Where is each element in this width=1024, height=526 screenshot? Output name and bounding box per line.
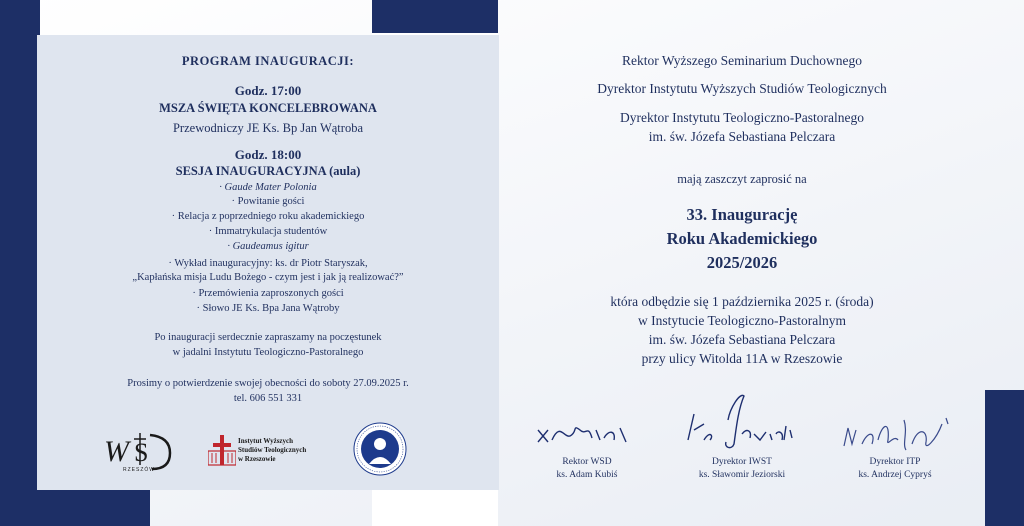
svg-text:S: S	[134, 438, 149, 467]
navy-block-right	[985, 390, 1024, 526]
rsvp-note: Prosimy o potwierdzenie swojej obecności do soboty 27.09.2025 r.	[127, 378, 409, 389]
program-item: „Kapłańska misja Ludu Bożego - czym jest i jak ją realizować?”	[132, 272, 404, 283]
event-venue: w Instytucie Teologiczno-Pastoralnym	[637, 313, 846, 328]
program-item: · Immatrykulacja studentów	[208, 226, 328, 237]
host-rector: Rektor Wyższego Seminarium Duchownego	[621, 53, 862, 68]
signatory-rector	[512, 456, 662, 482]
wsd-logo-sub: RZESZÓW	[123, 467, 155, 473]
navy-block-bottom	[0, 490, 150, 526]
signatory-iwst	[667, 456, 817, 482]
itp-seal-logo	[353, 422, 407, 476]
iwst-line: w Rzeszowie	[238, 455, 276, 463]
event-year: 2025/2026	[706, 253, 778, 272]
program-item: · Wykład inauguracyjny: ks. dr Piotr Staryszak,	[168, 258, 368, 269]
signatory-name: ks. Andrzej Cypryś	[858, 470, 932, 480]
reception-note: Po inauguracji serdecznie zapraszamy na poczęstunek	[154, 332, 382, 343]
host-itp: Dyrektor Instytutu Teologiczno-Pastoralnego	[619, 110, 864, 125]
event-session: SESJA INAUGURACYJNA (aula)	[175, 164, 361, 178]
program-item: · Relacja z poprzedniego roku akademickiego	[171, 211, 365, 222]
signatory-role: Rektor WSD	[562, 457, 612, 467]
time-mass: Godz. 17:00	[234, 83, 302, 98]
program-item: · Gaude Mater Polonia	[219, 182, 317, 193]
program-item: · Gaudeamus igitur	[227, 241, 309, 252]
event-date: która odbędzie się 1 października 2025 r. (środa)	[610, 294, 874, 309]
signatory-itp	[820, 456, 970, 482]
navy-border-left	[0, 0, 40, 526]
event-venue-patron: im. św. Józefa Sebastiana Pelczara	[648, 332, 836, 347]
svg-text:W: W	[104, 435, 129, 468]
signature-iwst	[680, 390, 800, 452]
invite-text: mają zaszczyt zaprosić na	[677, 172, 807, 186]
program-item: · Słowo JE Ks. Bpa Jana Wątroby	[196, 303, 340, 314]
reception-note: w jadalni Instytutu Teologiczno-Pastoralnego	[172, 347, 364, 358]
signatory-name: ks. Sławomir Jeziorski	[698, 470, 786, 480]
rsvp-phone: tel. 606 551 331	[233, 393, 303, 404]
cross-icon	[208, 433, 236, 469]
signatory-role: Dyrektor ITP	[869, 457, 921, 467]
time-session: Godz. 18:00	[234, 147, 302, 162]
event-address: przy ulicy Witolda 11A w Rzeszowie	[641, 351, 843, 366]
program-title: PROGRAM INAUGURACJI:	[181, 54, 355, 68]
navy-block-top	[372, 0, 498, 33]
signatory-role: Dyrektor IWST	[712, 457, 772, 467]
iwst-line: Instytut Wyższych	[238, 437, 294, 445]
event-title: 33. Inaugurację	[686, 205, 798, 224]
iwst-logo	[208, 433, 328, 473]
program-item: · Przemówienia zaproszonych gości	[192, 288, 344, 299]
wsd-logo	[100, 425, 178, 477]
program-item: · Powitanie gości	[231, 196, 305, 207]
iwst-line: Studiów Teologicznych	[238, 446, 307, 454]
event-mass: MSZA ŚWIĘTA KONCELEBROWANA	[159, 101, 377, 115]
host-iwst: Dyrektor Instytutu Wyższych Studiów Teologicznych	[597, 81, 887, 96]
signature-itp	[838, 410, 958, 460]
event-title: Roku Akademickiego	[666, 229, 818, 248]
host-itp-patron: im. św. Józefa Sebastiana Pelczara	[648, 129, 836, 144]
presider: Przewodniczy JE Ks. Bp Jan Wątroba	[172, 121, 363, 135]
signature-rector	[530, 412, 650, 452]
signatory-name: ks. Adam Kubiś	[556, 470, 618, 480]
